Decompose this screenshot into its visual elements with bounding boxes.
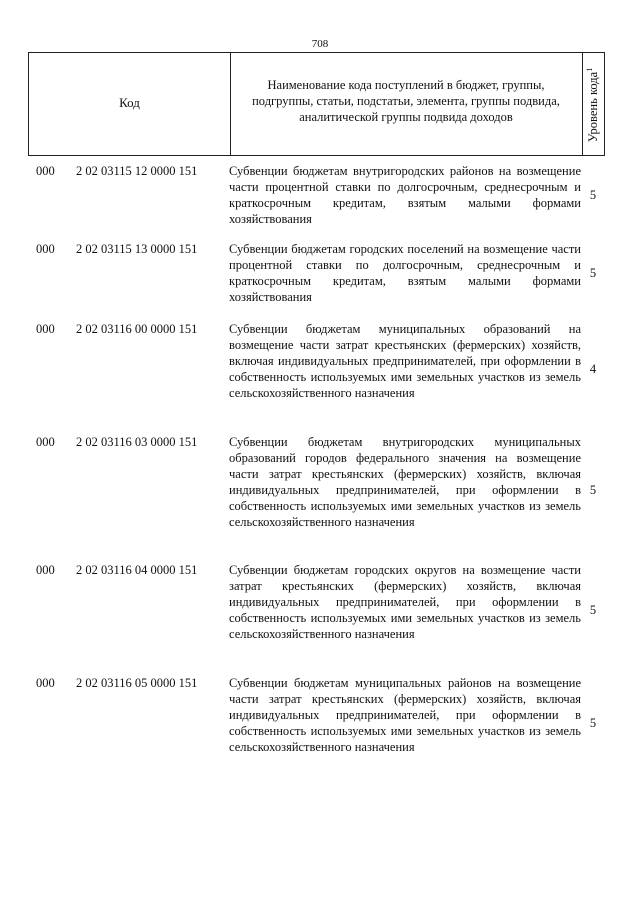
header-name-column <box>230 53 583 155</box>
row-level: 4 <box>589 361 597 376</box>
table-header <box>28 52 605 156</box>
row-name: Субвенции бюджетам муниципальных районов на возмещение части затрат крестьянских (фермерских) хозяйств, включая индивидуальных предпринимателей, при оформлении в собственность используемых ими земельных участков из земель сельскохозяйственного назначения <box>229 676 581 754</box>
row-prefix: 000 <box>36 676 55 690</box>
page-number: 708 <box>311 38 329 50</box>
row-prefix: 000 <box>36 242 55 256</box>
row-name: Субвенции бюджетам городских поселений на возмещение части процентной ставки по долгосрочным, среднесрочным и краткосрочным кредитам, взятым малыми формами хозяйствования <box>229 242 581 304</box>
row-name: Субвенции бюджетам муниципальных образований на возмещение части затрат крестьянских (фермерских) хозяйств, включая индивидуальных предпринимателей, при оформлении в собственность используемых ими земельных участков из земель сельскохозяйственного назначения <box>229 322 581 400</box>
header-level-label <box>585 68 601 142</box>
header-level-label-wrap <box>584 61 602 149</box>
row-level: 5 <box>589 187 597 202</box>
row-level: 5 <box>589 265 597 280</box>
row-level: 5 <box>589 602 597 617</box>
table-row <box>28 321 605 417</box>
row-code: 2 02 03116 04 0000 151 <box>76 563 198 577</box>
row-code: 2 02 03116 05 0000 151 <box>76 676 198 690</box>
row-code: 2 02 03116 03 0000 151 <box>76 435 198 449</box>
header-level-column <box>582 53 604 155</box>
table-row <box>28 163 605 227</box>
table-row <box>28 562 605 658</box>
row-level: 5 <box>589 715 597 730</box>
row-code: 2 02 03115 13 0000 151 <box>76 242 198 256</box>
row-prefix: 000 <box>36 563 55 577</box>
header-level-text: Уровень кода <box>586 71 601 143</box>
row-level: 5 <box>589 482 597 497</box>
row-name: Субвенции бюджетам внутригородских районов на возмещение части процентной ставки по долгосрочным, среднесрочным и краткосрочным кредитам, взятым малыми формами хозяйствования <box>229 164 581 226</box>
header-name-label: Наименование кода поступлений в бюджет, группы, подгруппы, статьи, подстатьи, элемента, группы подвида, аналитической группы подвида доходов <box>252 78 560 124</box>
row-prefix: 000 <box>36 322 55 336</box>
header-code-column <box>29 53 231 155</box>
table-row <box>28 675 605 771</box>
row-name: Субвенции бюджетам городских округов на возмещение части затрат крестьянских (фермерских) хозяйств, включая индивидуальных предпринимателей, при оформлении в собственность используемых ими земельных участков из земель сельскохозяйственного назначения <box>229 563 581 641</box>
row-code: 2 02 03116 00 0000 151 <box>76 322 198 336</box>
row-prefix: 000 <box>36 164 55 178</box>
row-prefix: 000 <box>36 435 55 449</box>
row-code: 2 02 03115 12 0000 151 <box>76 164 198 178</box>
table-body <box>28 163 605 771</box>
header-level-footnote: 1 <box>584 67 594 72</box>
header-code-label: Код <box>119 95 140 110</box>
table-row <box>28 434 605 546</box>
row-name: Субвенции бюджетам внутригородских муниципальных образований городов федерального значения на возмещение части затрат крестьянских (фермерских) хозяйств, включая индивидуальных предпринимателей, при оформлении в собственность используемых ими земельных участков из земель сельскохозяйственного назначения <box>229 435 581 529</box>
table-row <box>28 241 605 305</box>
